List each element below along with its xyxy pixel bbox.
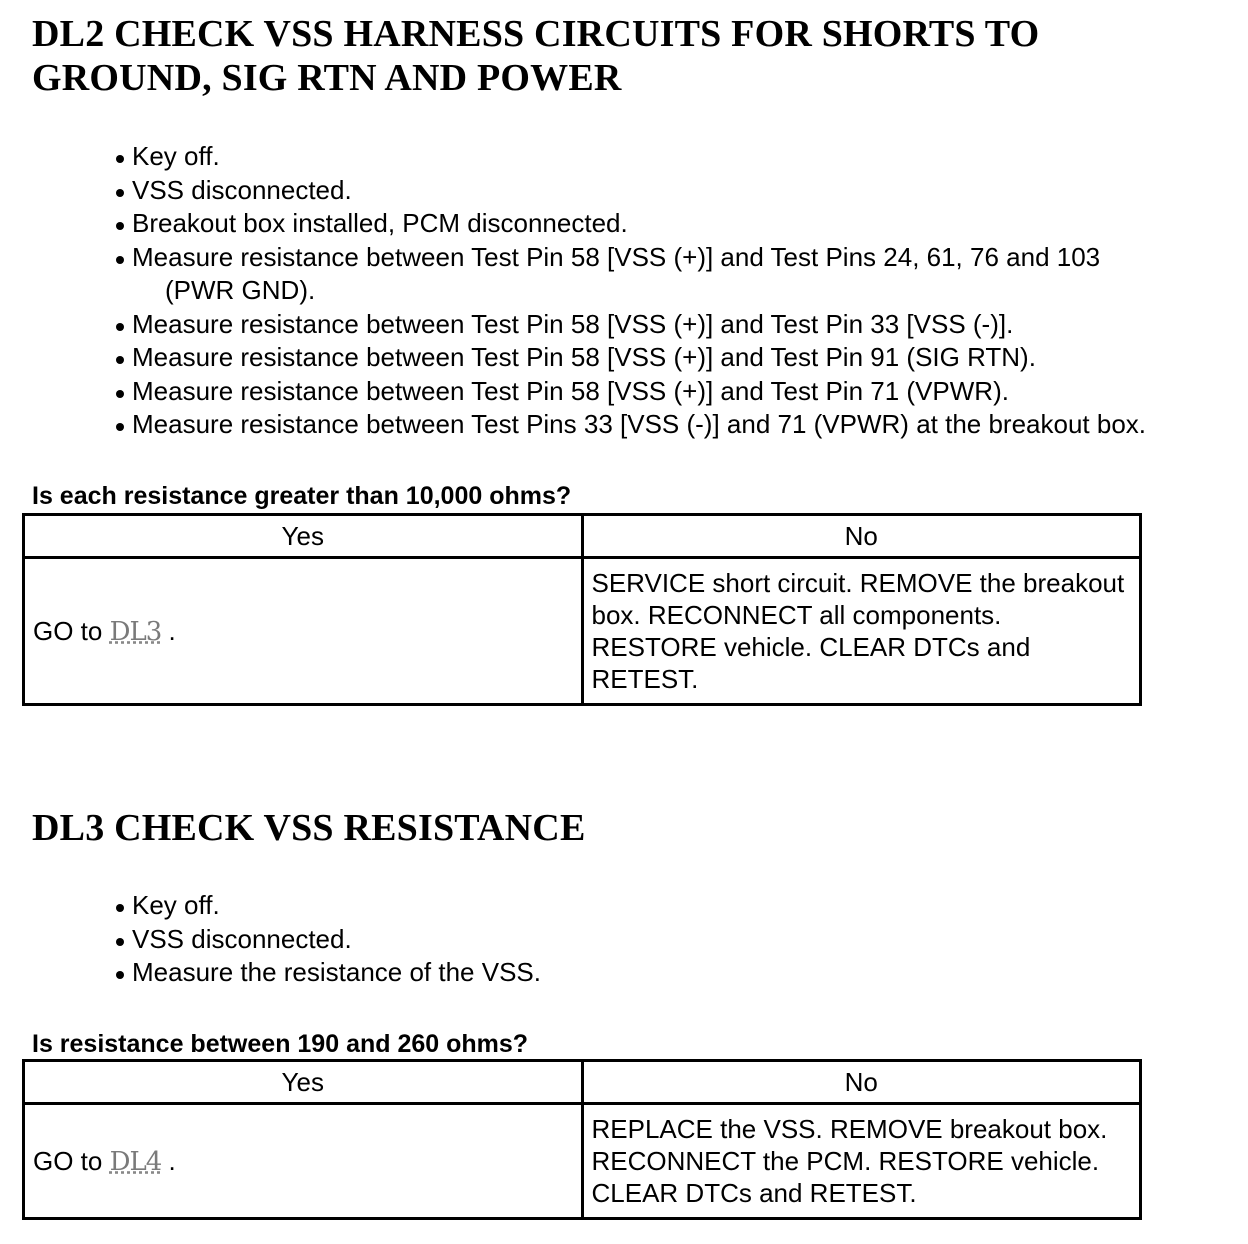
no-header: No	[582, 1061, 1141, 1104]
list-item-text: Measure resistance between Test Pin 58 [VSS (+)] and Test Pins 24, 61, 76 and 103	[132, 241, 1101, 272]
list-item: VSS disconnected.	[114, 174, 1146, 208]
dl3-step-list	[114, 889, 541, 990]
list-item: Measure the resistance of the VSS.	[114, 956, 541, 990]
goto-dl4-link[interactable]: DL4	[109, 1146, 162, 1177]
dl2-step-title: DL2 CHECK VSS HARNESS CIRCUITS FOR SHORTS TO GROUND, SIG RTN AND POWER	[32, 13, 1040, 99]
table-header-row	[24, 515, 1141, 558]
goto-suffix: .	[168, 1145, 176, 1176]
yes-cell	[24, 558, 583, 705]
table-header-row	[24, 1061, 1141, 1104]
dl3-decision-table	[22, 1059, 1142, 1220]
yes-cell	[24, 1104, 583, 1219]
no-cell: SERVICE short circuit. REMOVE the breakout box. RECONNECT all components. RESTORE vehicle. CLEAR DTCs and RETEST.	[582, 558, 1141, 705]
goto-dl3-link[interactable]: DL3	[109, 616, 162, 647]
list-item: VSS disconnected.	[114, 923, 541, 957]
list-item	[114, 241, 1146, 308]
table-row	[24, 558, 1141, 705]
list-item: Key off.	[114, 140, 1146, 174]
list-item: Measure resistance between Test Pin 58 [VSS (+)] and Test Pin 33 [VSS (-)].	[114, 308, 1146, 342]
yes-header: Yes	[24, 1061, 583, 1104]
yes-header: Yes	[24, 515, 583, 558]
list-item: Measure resistance between Test Pin 58 [VSS (+)] and Test Pin 91 (SIG RTN).	[114, 341, 1146, 375]
list-item: Key off.	[114, 889, 541, 923]
dl2-step-list	[114, 140, 1146, 442]
list-item: Measure resistance between Test Pins 33 [VSS (-)] and 71 (VPWR) at the breakout box.	[114, 408, 1146, 442]
dl2-decision-table	[22, 513, 1142, 706]
no-cell: REPLACE the VSS. REMOVE breakout box. RECONNECT the PCM. RESTORE vehicle. CLEAR DTCs and RETEST.	[582, 1104, 1141, 1219]
goto-prefix: GO to	[33, 1145, 103, 1176]
list-item: Measure resistance between Test Pin 58 [VSS (+)] and Test Pin 71 (VPWR).	[114, 375, 1146, 409]
list-item-continuation: (PWR GND).	[165, 275, 316, 305]
no-header: No	[582, 515, 1141, 558]
goto-suffix: .	[168, 615, 176, 646]
dl2-question: Is each resistance greater than 10,000 ohms?	[32, 482, 572, 510]
dl3-question: Is resistance between 190 and 260 ohms?	[32, 1030, 529, 1058]
goto-prefix: GO to	[33, 615, 103, 646]
table-row	[24, 1104, 1141, 1219]
dl3-step-title: DL3 CHECK VSS RESISTANCE	[32, 807, 586, 849]
list-item: Breakout box installed, PCM disconnected.	[114, 207, 1146, 241]
